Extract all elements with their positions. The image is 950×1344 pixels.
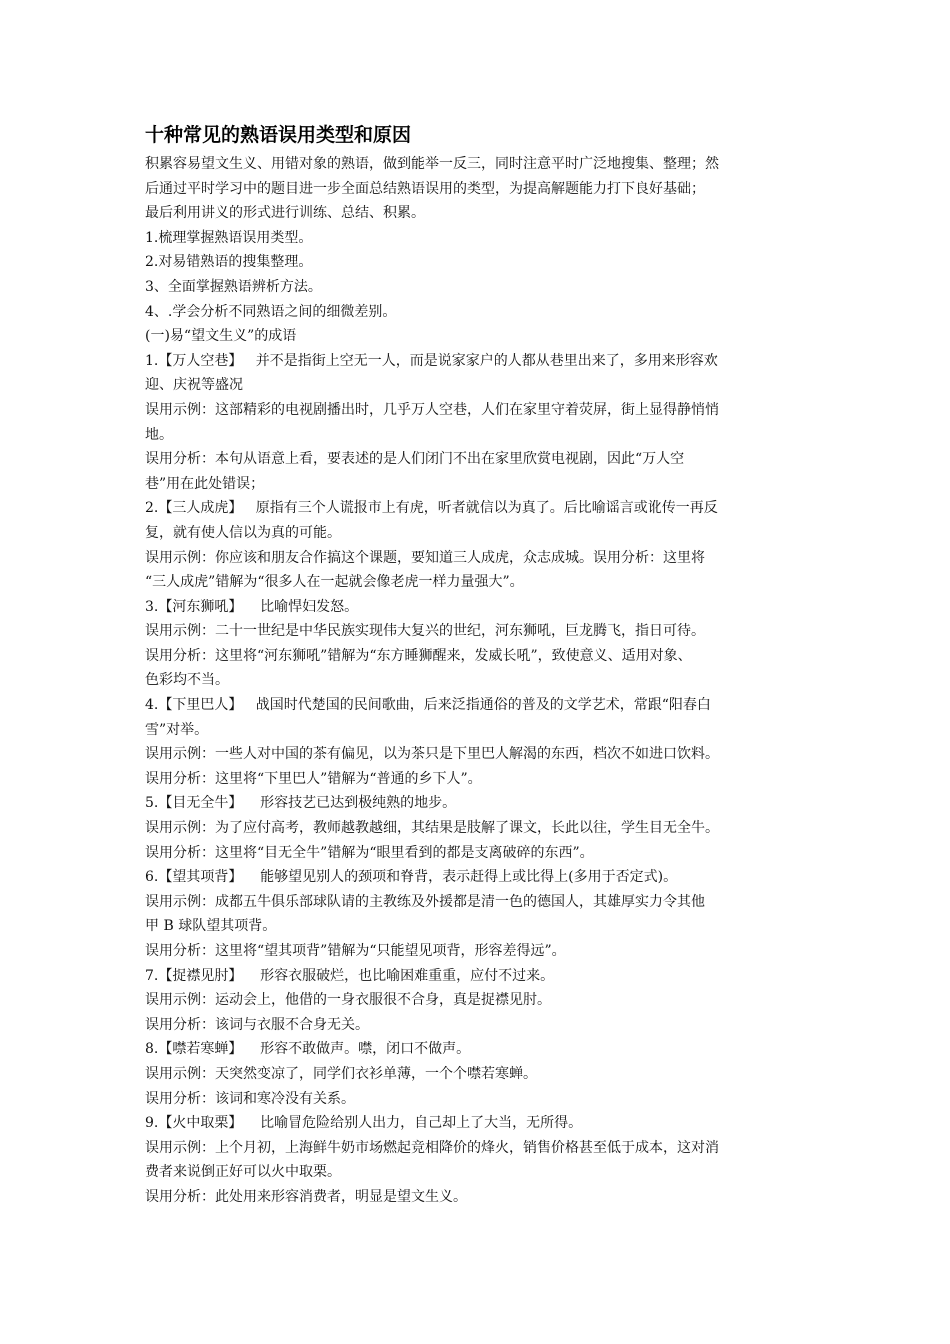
text-line: 5.【目无全牛】 形容技艺已达到极纯熟的地步。 (145, 795, 457, 812)
text-line: 7.【捉襟见肘】 形容衣服破烂，也比喻困难重重，应付不过来。 (145, 967, 555, 984)
text-line: 误用分析：本句从语意上看，要表述的是人们闭门不出在家里欣赏电视剧，因此“万人空 (145, 451, 685, 468)
text-line: 雪”对举。 (145, 721, 209, 738)
text-line: 误用示例：上个月初，上海鲜牛奶市场燃起竞相降价的烽火，销售价格甚至低于成本，这对消 (145, 1139, 719, 1156)
document-body (145, 152, 813, 1210)
text-line: 误用示例：运动会上，他借的一身衣服很不合身，真是捉襟见肘。 (145, 992, 551, 1009)
text-line: 2.对易错熟语的搜集整理。 (145, 254, 313, 271)
text-line: 误用分析：这里将“目无全牛”错解为“眼里看到的都是支离破碎的东西”。 (145, 844, 594, 861)
text-line: 误用分析：该词和寒冷没有关系。 (145, 1090, 355, 1107)
text-line: 复，就有使人信以为真的可能。 (145, 524, 341, 541)
text-line: 费者来说倒正好可以火中取栗。 (145, 1164, 341, 1181)
text-line: 4.【下里巴人】 战国时代楚国的民间歌曲，后来泛指通俗的普及的文学艺术，常跟“阳春白 (145, 697, 711, 714)
text-line: “三人成虎”错解为“很多人在一起就会像老虎一样力量强大”。 (145, 574, 524, 591)
text-line: 误用分析：这里将“下里巴人”错解为“普通的乡下人”。 (145, 770, 482, 787)
text-line: 8.【噤若寒蝉】 形容不敢做声。噤，闭口不做声。 (145, 1041, 471, 1058)
text-line: 1.梳理掌握熟语误用类型。 (145, 229, 313, 246)
text-line: 2.【三人成虎】 原指有三个人谎报市上有虎，听者就信以为真了。后比喻谣言或讹传一再反 (145, 500, 718, 517)
text-line: 3.【河东狮吼】 比喻悍妇发怒。 (145, 598, 359, 615)
text-line: 误用示例：为了应付高考，教师越教越细，其结果是肢解了课文，长此以往，学生目无全牛。 (145, 820, 719, 837)
text-line: 6.【望其项背】 能够望见别人的颈项和脊背，表示赶得上或比得上(多用于否定式)。 (145, 869, 678, 886)
text-line: 地。 (145, 426, 173, 443)
text-line: 3、全面掌握熟语辨析方法。 (145, 278, 322, 295)
text-line: 误用分析：此处用来形容消费者，明显是望文生义。 (145, 1188, 467, 1205)
text-line: 色彩均不当。 (145, 672, 229, 689)
text-line: 4、.学会分析不同熟语之间的细微差别。 (145, 303, 397, 320)
text-line: 巷”用在此处错误； (145, 475, 265, 492)
text-line: 1.【万人空巷】 并不是指街上空无一人，而是说家家户的人都从巷里出来了，多用来形容欢 (145, 352, 718, 369)
text-line: 误用示例：天突然变凉了，同学们衣衫单薄，一个个噤若寒蝉。 (145, 1065, 537, 1082)
text-line: 误用示例：这部精彩的电视剧播出时，几乎万人空巷，人们在家里守着荧屏，街上显得静悄悄 (145, 401, 719, 418)
document-title: 十种常见的熟语误用类型和原因 (145, 124, 412, 146)
text-line: 9.【火中取栗】 比喻冒危险给别人出力，自己却上了大当，无所得。 (145, 1115, 583, 1132)
text-line: 误用分析：这里将“河东狮吼”错解为“东方睡狮醒来，发威长吼”，致使意义、适用对象、 (145, 647, 692, 664)
text-line: 误用分析：这里将“望其项背”错解为“只能望见项背，形容差得远”。 (145, 943, 566, 959)
document-page (145, 118, 813, 1210)
text-line: 误用分析：该词与衣服不合身无关。 (145, 1016, 369, 1033)
text-line: 最后利用讲义的形式进行训练、总结、积累。 (145, 205, 425, 222)
text-line: 误用示例：一些人对中国的茶有偏见，以为茶只是下里巴人解渴的东西，档次不如进口饮料。 (145, 746, 719, 763)
text-line: 甲 B 球队望其项背。 (145, 918, 277, 935)
text-line: 误用示例：成都五牛俱乐部球队请的主教练及外援都是清一色的德国人，其雄厚实力令其他 (145, 893, 705, 910)
text-line: 后通过平时学习中的题目进一步全面总结熟语误用的类型，为提高解题能力打下良好基础； (145, 180, 705, 197)
text-line: (一)易“望文生义”的成语 (145, 328, 297, 345)
text-line: 积累容易望文生义、用错对象的熟语，做到能举一反三，同时注意平时广泛地搜集、整理；然 (145, 156, 719, 172)
text-line: 误用示例：你应该和朋友合作搞这个课题，要知道三人成虎，众志成城。误用分析：这里将 (145, 549, 705, 566)
text-line: 误用示例：二十一世纪是中华民族实现伟大复兴的世纪，河东狮吼，巨龙腾飞，指日可待。 (145, 623, 705, 640)
text-line: 迎、庆祝等盛况 (145, 377, 243, 394)
